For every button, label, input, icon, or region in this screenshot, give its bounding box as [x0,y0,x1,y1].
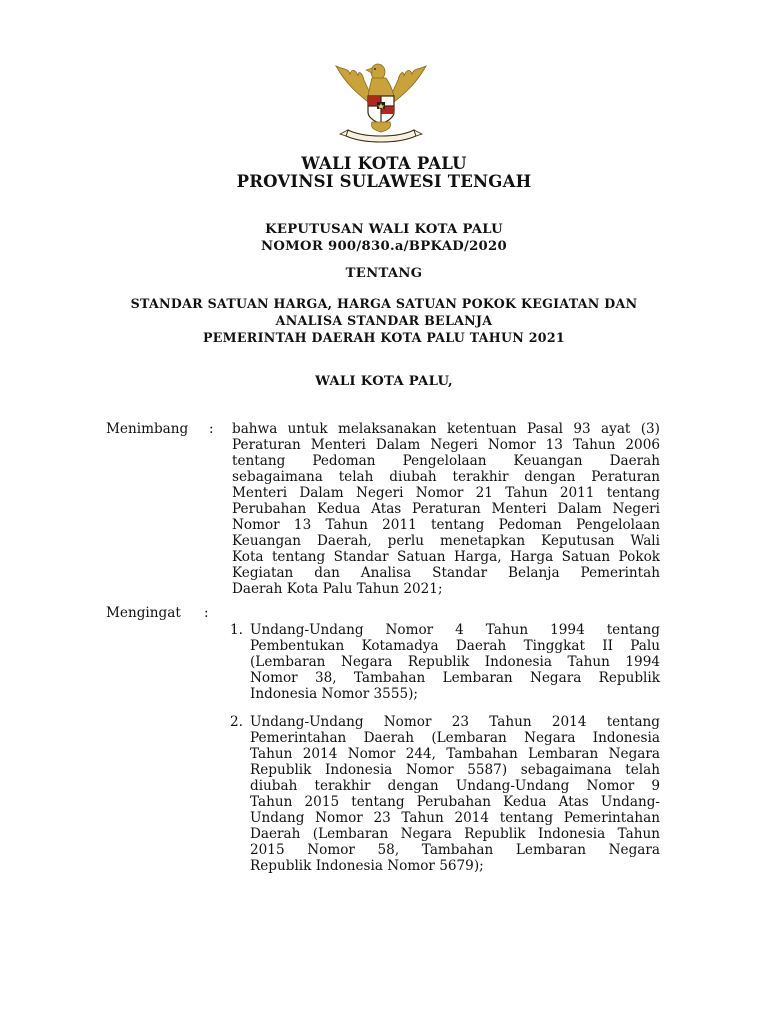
text-line: Kegiatan dan Analisa Standar Belanja Pemerintah [232,565,660,581]
text-line: Undang-Undang Nomor 23 Tahun 2014 tentang [250,714,660,730]
text-line: Tahun 2015 tentang Perubahan Kedua Atas Undang- [250,794,660,810]
province-title: PROVINSI SULAWESI TENGAH [236,172,532,191]
text-line: Undang Nomor 23 Tahun 2014 tentang Pemerintahan [250,810,660,826]
menimbang-colon: : [209,421,214,437]
text-line: Nomor 13 Tahun 2011 tentang Pedoman Pengelolaan [232,517,660,533]
text-line: Undang-Undang Nomor 4 Tahun 1994 tentang [250,622,660,638]
text-line: Daerah (Lembaran Negara Republik Indonesia Tahun [250,826,660,842]
text-line: bahwa untuk melaksanakan ketentuan Pasal 93 ayat (3) [232,421,660,437]
item-body [250,622,660,702]
text-line: Menteri Dalam Negeri Nomor 21 Tahun 2011 tentang [232,485,660,501]
item-number: 1. [230,622,243,638]
text-line: (Lembaran Negara Republik Indonesia Tahun 1994 [250,654,660,670]
text-line: Nomor 38, Tambahan Lembaran Negara Republik [250,670,660,686]
text-line: Pembentukan Kotamadya Daerah Tinggkat II Palu [250,638,660,654]
text-line: 2015 Nomor 58, Tambahan Lembaran Negara [250,842,660,858]
subject-line-2: ANALISA STANDAR BELANJA [275,313,493,328]
text-line: Tahun 2014 Nomor 244, Tambahan Lembaran Negara [250,746,660,762]
text-line: Keuangan Daerah, perlu menetapkan Keputusan Wali [232,533,660,549]
text-line: Pemerintahan Daerah (Lembaran Negara Indonesia [250,730,660,746]
text-line: sebagaimana telah diubah terakhir dengan Peraturan [232,469,660,485]
text-line: Indonesia Nomor 3555); [250,686,419,702]
subject-line-1: STANDAR SATUAN HARGA, HARGA SATUAN POKOK KEGIATAN DAN [130,296,638,311]
mengingat-label: Mengingat [106,605,181,621]
text-line: Daerah Kota Palu Tahun 2021; [232,581,443,597]
decree-title: KEPUTUSAN WALI KOTA PALU [265,222,503,237]
decree-number: NOMOR 900/830.a/BPKAD/2020 [261,239,507,254]
text-line: tentang Pedoman Pengelolaan Keuangan Daerah [232,453,660,469]
text-line: Republik Indonesia Nomor 5679); [250,858,484,874]
subject-line-3: PEMERINTAH DAERAH KOTA PALU TAHUN 2021 [203,330,565,345]
item-body [250,714,660,874]
garuda-pancasila-emblem-icon [328,56,434,144]
institution-title: WALI KOTA PALU [301,154,467,173]
text-line: Perubahan Kedua Atas Peraturan Menteri Dalam Negeri [232,501,660,517]
tentang-heading: TENTANG [345,266,423,281]
addressee-heading: WALI KOTA PALU, [315,374,453,389]
text-line: Kota tentang Standar Satuan Harga, Harga Satuan Pokok [232,549,660,565]
text-line: Peraturan Menteri Dalam Negeri Nomor 13 Tahun 2006 [232,437,660,453]
menimbang-label: Menimbang [106,421,189,437]
item-number: 2. [230,714,243,730]
mengingat-colon: : [204,605,209,621]
text-line: diubah terakhir dengan Undang-Undang Nomor 9 [250,778,660,794]
menimbang-paragraph [232,421,660,597]
text-line: Republik Indonesia Nomor 5587) sebagaimana telah [250,762,660,778]
